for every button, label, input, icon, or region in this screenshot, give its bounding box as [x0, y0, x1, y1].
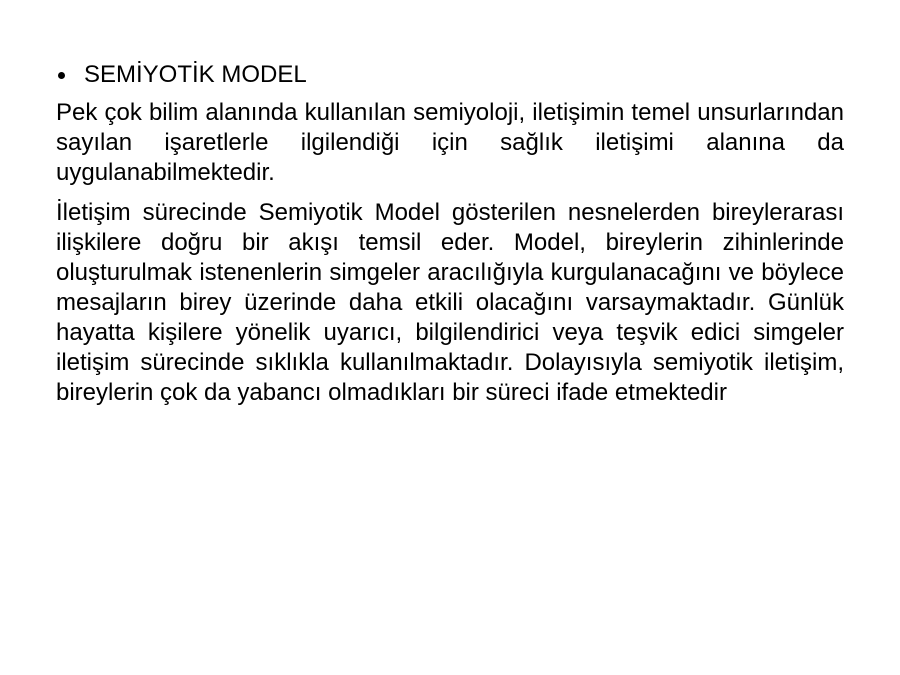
bullet-dot-icon: [58, 72, 65, 79]
slide-body: [56, 58, 844, 418]
slide-heading: SEMİYOTİK MODEL: [84, 61, 307, 88]
bullet-item: [56, 58, 844, 92]
paragraph-1: Pek çok bilim alanında kullanılan semiyoloji, iletişimin temel unsurlarından sayılan işaretlerle ilgilendiği için sağlık iletişimi alanına da uygulanabilmektedir.: [56, 99, 844, 186]
paragraph-2: İletişim sürecinde Semiyotik Model gösterilen nesnelerden bireylerarası ilişkilere doğru bir akışı temsil eder. Model, bireylerin zihinlerinde oluşturulmak istenenlerin simgeler aracılığıyla kurgulanacağını ve böylece mesajların birey üzerinde daha etkili olacağını varsaymaktadır. Günlük hayatta kişilere yönelik uyarıcı, bilgilendirici veya teşvik edici simgeler iletişim sürecinde sıklıkla kullanılmaktadır. Dolayısıyla semiyotik iletişim, bireylerin çok da yabancı olmadıkları bir süreci ifade etmektedir: [56, 199, 844, 406]
